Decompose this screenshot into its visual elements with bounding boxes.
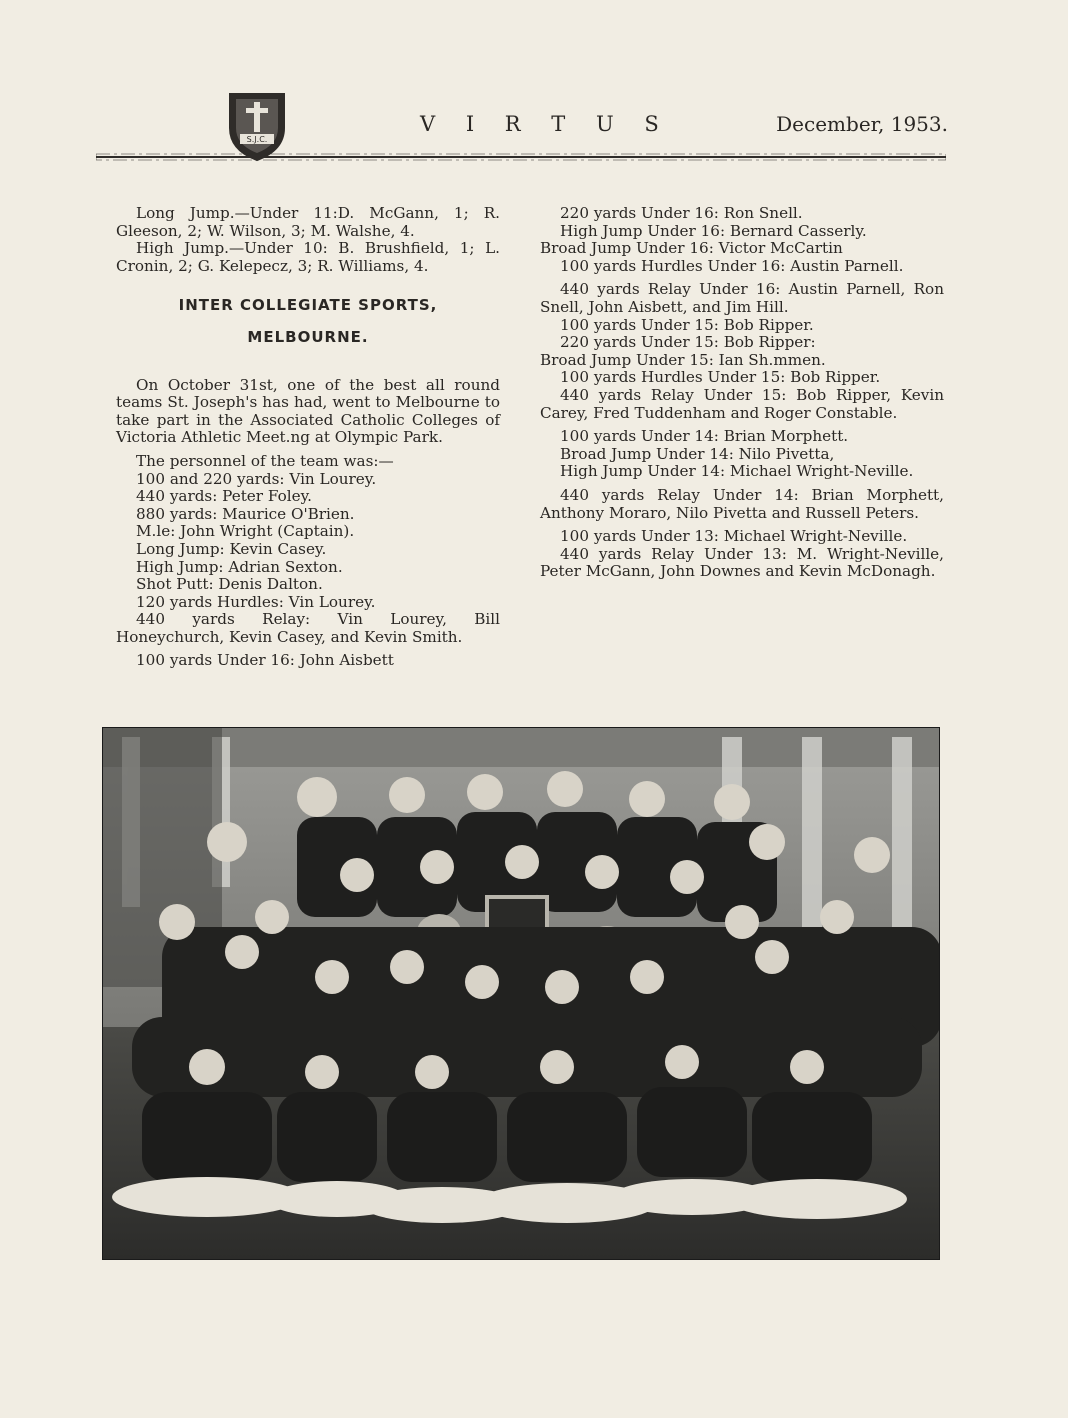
result-line: Broad Jump Under 14: Nilo Pivetta, — [560, 444, 835, 463]
section-subheading: MELBOURNE. — [247, 327, 369, 346]
left-column — [116, 205, 500, 670]
team-photograph — [102, 727, 940, 1260]
crest-text: S.J.C. — [246, 135, 268, 144]
team-line: Long Jump: Kevin Casey. — [136, 539, 327, 558]
team-line: 100 and 220 yards: Vin Lourey. — [136, 469, 377, 488]
result-line: 220 yards Under 16: Ron Snell. — [560, 204, 803, 222]
result-line: 440 yards Relay Under 16: Austin Parnell, Ron Snell, John Aisbett, and Jim Hill. — [540, 280, 944, 316]
team-line: 440 yards Relay: Vin Lourey, Bill Honeychurch, Kevin Casey, and Kevin Smith. — [116, 610, 500, 646]
team-line: 120 yards Hurdles: Vin Lourey. — [136, 592, 376, 611]
result-line: 220 yards Under 15: Bob Ripper: — [560, 333, 816, 352]
intro-paragraph: On October 31st, one of the best all round teams St. Joseph's has had, went to Melbourne to take part in the Associated Catholic Colleges of Victoria Athletic Meet.ng at Olympic Park. — [116, 375, 500, 447]
header-divider — [96, 146, 946, 154]
team-line: The personnel of the team was:— — [136, 451, 394, 470]
team-line: 100 yards Under 16: John Aisbett — [136, 651, 394, 670]
result-line: High Jump Under 16: Bernard Casserly. — [560, 221, 867, 240]
result-high-jump: High Jump.—Under 10: B. Brushfield, 1; L. Cronin, 2; G. Kelepecz, 3; R. Williams, 4. — [116, 239, 500, 275]
section-heading: INTER COLLEGIATE SPORTS, — [178, 296, 438, 315]
result-line: 100 yards Under 15: Bob Ripper. — [560, 315, 814, 334]
result-line: 440 yards Relay Under 13: M. Wright-Neville, Peter McGann, John Downes and Kevin McDonagh. — [540, 544, 944, 581]
result-long-jump: Long Jump.—Under 11:D. McGann, 1; R. Gleeson, 2; W. Wilson, 3; M. Walshe, 4. — [116, 204, 500, 240]
right-column — [540, 205, 944, 581]
masthead-title: V I R T U S — [420, 112, 671, 136]
result-line: 100 yards Under 14: Brian Morphett. — [560, 427, 849, 446]
result-line: 100 yards Hurdles Under 16: Austin Parnell. — [560, 256, 904, 275]
team-line: 880 yards: Maurice O'Brien. — [136, 504, 355, 523]
issue-date: December, 1953. — [776, 112, 948, 136]
team-line: 440 yards: Peter Foley. — [136, 487, 312, 506]
result-line: 440 yards Relay Under 15: Bob Ripper, Kevin Carey, Fred Tuddenham and Roger Constable. — [540, 385, 944, 422]
result-line: 100 yards Under 13: Michael Wright-Neville. — [560, 527, 908, 546]
result-line: 440 yards Relay Under 14: Brian Morphett, Anthony Moraro, Nilo Pivetta and Russell Peters. — [540, 485, 944, 522]
team-line: M.le: John Wright (Captain). — [136, 522, 355, 541]
result-line: High Jump Under 14: Michael Wright-Neville. — [560, 462, 914, 481]
result-line: 100 yards Hurdles Under 15: Bob Ripper. — [560, 368, 881, 387]
team-line: Shot Putt: Denis Dalton. — [136, 575, 323, 594]
result-line: Broad Jump Under 15: Ian Sh.mmen. — [540, 350, 826, 369]
result-line: Broad Jump Under 16: Victor McCartin — [540, 239, 843, 258]
team-line: High Jump: Adrian Sexton. — [136, 557, 343, 576]
